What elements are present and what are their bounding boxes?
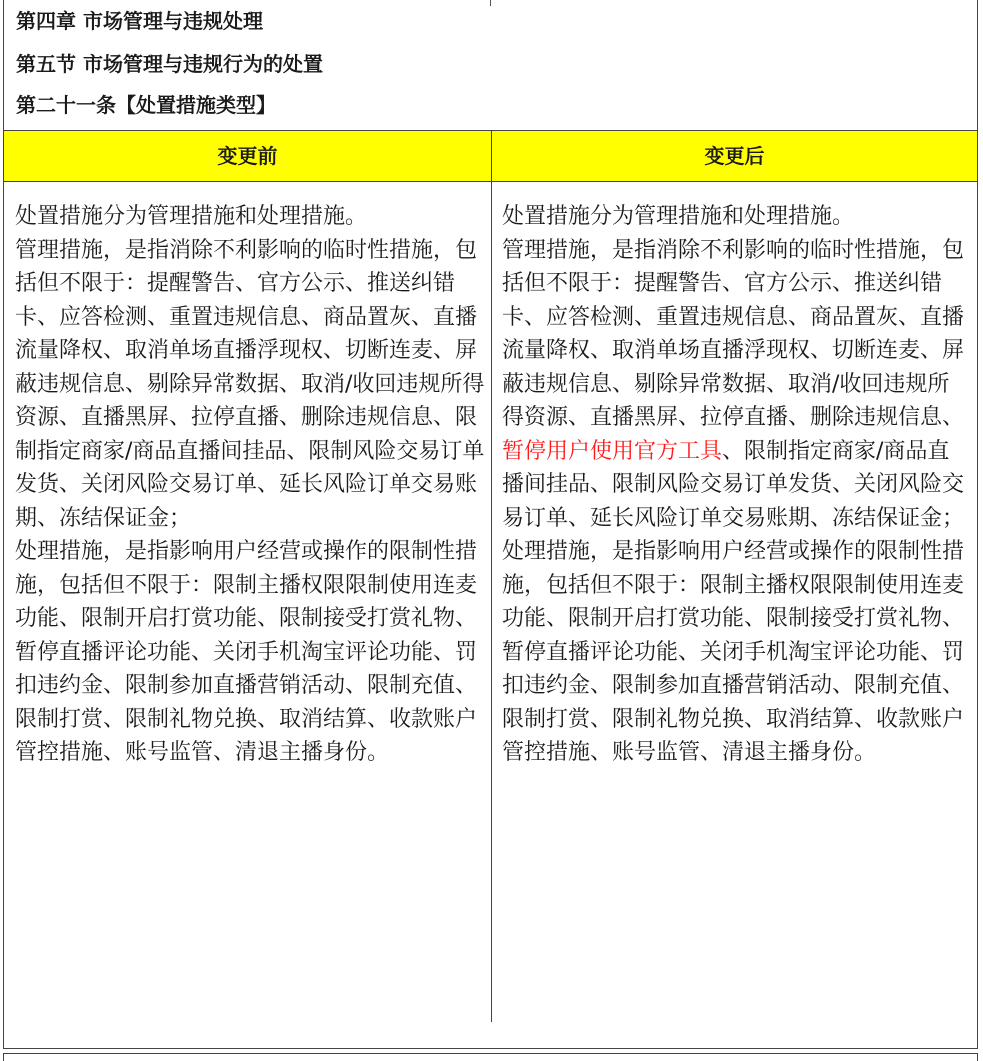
article-heading: 第二十一条【处置措施类型】 [16, 93, 276, 117]
before-paragraph-3: 处理措施，是指影响用户经营或操作的限制性措施，包括但不限于：限制主播权限限制使用连麦功能、限制开启打赏功能、限制接受打赏礼物、暂停直播评论功能、关闭手机淘宝评论功能、罚扣违约金、限制参加直播营销活动、限制充值、限制打赏、限制礼物兑换、取消结算、收款账户管控措施、账号监管、清退主播身份。 [15, 539, 478, 765]
comparison-header-row [3, 130, 978, 182]
after-paragraph-3: 处理措施，是指影响用户经营或操作的限制性措施，包括但不限于：限制主播权限限制使用连麦功能、限制开启打赏功能、限制接受打赏礼物、暂停直播评论功能、关闭手机淘宝评论功能、罚扣违约金、限制参加直播营销活动、限制充值、限制打赏、限制礼物兑换、取消结算、收款账户管控措施、账号监管、清退主播身份。 [502, 539, 965, 765]
section-heading: 第五节 市场管理与违规行为的处置 [16, 52, 323, 76]
before-column-header: 变更前 [217, 144, 278, 168]
before-paragraph-1: 处置措施分为管理措施和处理措施。 [15, 204, 368, 229]
column-divider [491, 182, 492, 1022]
before-paragraph-2: 管理措施，是指消除不利影响的临时性措施，包括但不限于：提醒警告、官方公示、推送纠错卡、应答检测、重置违规信息、商品置灰、直播流量降权、取消单场直播浮现权、切断连麦、屏蔽违规信息、剔除异常数据、取消/收回违规所得资源、直播黑屏、拉停直播、删除违规信息、限制指定商家/商品直播间挂品、限制风险交易订单发货、关闭风险交易订单、延长风险订单交易账期、冻结保证金； [15, 237, 485, 531]
after-paragraph-2 [502, 234, 969, 536]
after-column-header: 变更后 [704, 144, 765, 168]
before-column [15, 200, 485, 770]
after-paragraph-1: 处置措施分为管理措施和处理措施。 [502, 204, 855, 229]
next-row-edge [3, 1053, 978, 1061]
comparison-body [3, 182, 978, 1049]
after-column [502, 200, 969, 770]
after-paragraph-2-start: 管理措施，是指消除不利影响的临时性措施，包括但不限于：提醒警告、官方公示、推送纠错卡、应答检测、重置违规信息、商品置灰、直播流量降权、取消单场直播浮现权、切断连麦、屏蔽违规信息、剔除异常数据、取消/收回违规所得资源、直播黑屏、拉停直播、删除违规信息、 [502, 237, 965, 430]
chapter-heading: 第四章 市场管理与违规处理 [16, 9, 263, 33]
after-paragraph-2-end: 、限制指定商家/商品直播间挂品、限制风险交易订单发货、关闭风险交易订单、延长风险订单交易账期、冻结保证金； [502, 438, 965, 531]
added-text-highlight: 暂停用户使用官方工具 [502, 438, 723, 464]
heading-block [3, 0, 978, 130]
